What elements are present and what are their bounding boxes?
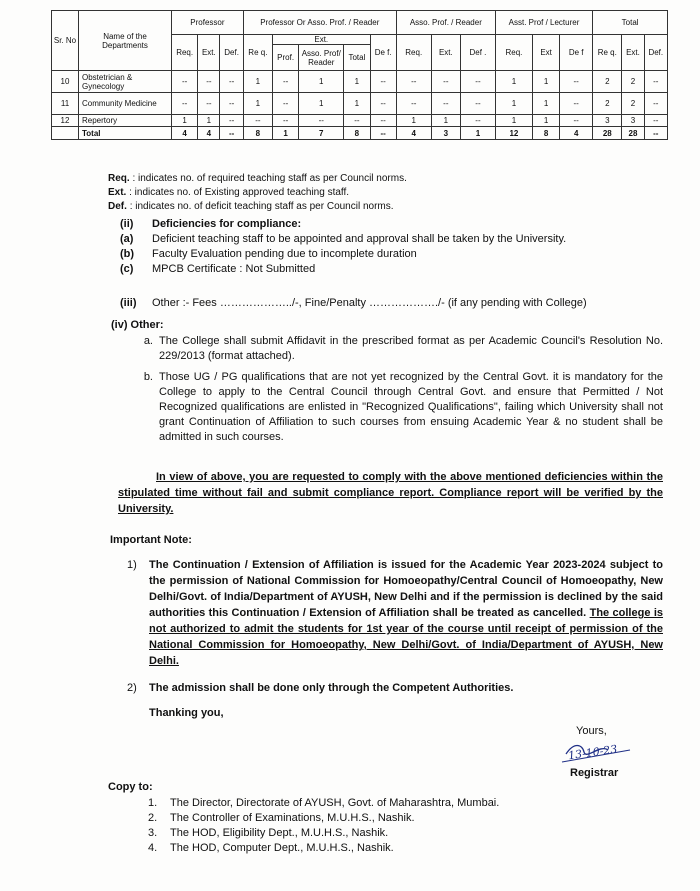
th-total: Total — [344, 45, 370, 71]
cell: -- — [431, 71, 460, 93]
table-row — [52, 71, 668, 93]
copy-to-heading: Copy to: — [108, 781, 153, 793]
closing-yours: Yours, — [576, 725, 607, 737]
cell: 4 — [396, 127, 431, 140]
th-ext: Ext. — [622, 35, 644, 71]
cell: -- — [370, 115, 396, 127]
cell: -- — [431, 93, 460, 115]
cell: 28 — [622, 127, 644, 140]
cell: 3 — [431, 127, 460, 140]
item-number: b. — [143, 371, 153, 383]
legend-line — [108, 200, 407, 214]
other-item — [127, 334, 663, 364]
item-number: 2. — [148, 812, 158, 824]
cell-sr: 12 — [52, 115, 79, 127]
table-row — [52, 93, 668, 115]
cell: -- — [198, 93, 220, 115]
section-number: (iii) — [120, 297, 137, 309]
signature-date: 13-10-23 — [567, 742, 619, 763]
cell: 7 — [299, 127, 344, 140]
item-text: The admission shall be done only through the Competent Authorities. — [149, 682, 514, 694]
cell: -- — [560, 93, 593, 115]
item-text: The Controller of Examinations, M.U.H.S., Nashik. — [170, 812, 415, 824]
cell: 1 — [243, 71, 272, 93]
cell: -- — [272, 115, 298, 127]
cell: 2 — [593, 71, 622, 93]
cell: -- — [243, 115, 272, 127]
copy-to-item — [148, 796, 499, 811]
cell: -- — [461, 93, 496, 115]
cell: -- — [272, 93, 298, 115]
cell: 1 — [495, 115, 532, 127]
cell: -- — [220, 115, 243, 127]
item-number: a. — [143, 335, 153, 347]
cell-name: Repertory — [79, 115, 172, 127]
cell: 1 — [495, 71, 532, 93]
cell: 2 — [622, 93, 644, 115]
table-legend — [108, 172, 407, 214]
registrar-label: Registrar — [570, 767, 619, 779]
copy-to-list — [148, 796, 499, 856]
th-ext: Ext. — [431, 35, 460, 71]
table-row — [52, 115, 668, 127]
item-text: The HOD, Eligibility Dept., M.U.H.S., Nashik. — [170, 827, 389, 839]
item-number: (a) — [120, 233, 134, 245]
cell: -- — [396, 93, 431, 115]
deficiencies-section — [120, 217, 620, 277]
cell: 4 — [198, 127, 220, 140]
cell: 12 — [495, 127, 532, 140]
cell: 1 — [243, 93, 272, 115]
cell: 2 — [593, 93, 622, 115]
item-text-underlined: The college is not authorized to admit the students for 1st year of the course until receipt of permission of the National Commission for Homoeopathy, New Delhi/Govt. of India/Department of AYUSH, New Delhi. — [149, 607, 664, 667]
cell: -- — [299, 115, 344, 127]
cell: 1 — [299, 71, 344, 93]
thanking-text: Thanking you, — [149, 707, 224, 719]
col-asso-reader: Asso. Prof. / Reader — [396, 11, 495, 35]
cell: -- — [461, 71, 496, 93]
important-note-item — [127, 681, 663, 696]
cell: 2 — [622, 71, 644, 93]
cell: 1 — [396, 115, 431, 127]
th-prof: Prof. — [272, 45, 298, 71]
item-number: 4. — [148, 842, 158, 854]
table-total-row — [52, 127, 668, 140]
col-asst-lecturer: Asst. Prof / Lecturer — [495, 11, 592, 35]
item-number: 1. — [148, 797, 158, 809]
cell: 1 — [533, 71, 560, 93]
cell-sr — [52, 127, 79, 140]
th-ext: Ext. — [198, 35, 220, 71]
th-def: Def. — [220, 35, 243, 71]
cell: 1 — [172, 115, 198, 127]
legend-key: Ext. — [108, 187, 127, 198]
cell: -- — [272, 71, 298, 93]
item-text: The HOD, Computer Dept., M.U.H.S., Nashik. — [170, 842, 394, 854]
cell: -- — [644, 93, 667, 115]
cell-sr: 11 — [52, 93, 79, 115]
cell: -- — [644, 115, 667, 127]
th-def: De f — [560, 35, 593, 71]
other-item — [127, 370, 663, 445]
item-text: The College shall submit Affidavit in the prescribed format as per Academic Council's Resolution No. 229/2013 (format attached). — [159, 335, 663, 362]
cell-name: Community Medicine — [79, 93, 172, 115]
cell: -- — [644, 71, 667, 93]
legend-text: : indicates no. of deficit teaching staff as per Council norms. — [129, 201, 394, 212]
th-def: Def . — [461, 35, 496, 71]
cell-name: Obstetrician & Gynecology — [79, 71, 172, 93]
cell: -- — [560, 71, 593, 93]
cell: 1 — [431, 115, 460, 127]
copy-to-item — [148, 811, 499, 826]
cell: 1 — [344, 71, 370, 93]
item-text: The Director, Directorate of AYUSH, Govt. of Maharashtra, Mumbai. — [170, 797, 500, 809]
cell: 8 — [344, 127, 370, 140]
legend-text: : indicates no. of Existing approved teaching staff. — [129, 187, 350, 198]
cell: -- — [461, 115, 496, 127]
other-heading: (iv) Other: — [111, 319, 164, 331]
copy-to-item — [148, 841, 499, 856]
legend-line — [108, 186, 407, 200]
cell: 3 — [593, 115, 622, 127]
col-sr: Sr. No — [52, 11, 79, 71]
fees-text: Other :- Fees ………………../-, Fine/Penalty ………………./- (if any pending with College) — [152, 297, 587, 309]
cell: -- — [560, 115, 593, 127]
item-text: Those UG / PG qualifications that are not yet recognized by the Central Govt. it is mandatory for the College to apply to the Central Council through Central Govt. and ensure that Permitted / Not Recognized qualifications are enlisted in "Recognized Qualifications", failing which University shall not grant Continuation of Affiliation to such courses from ensuing Academic Year & no student shall be admitted in such courses. — [159, 371, 663, 443]
th-ext: Ext — [533, 35, 560, 71]
item-text — [149, 557, 663, 669]
item-number: (b) — [120, 248, 135, 260]
cell: -- — [370, 71, 396, 93]
cell: 1 — [272, 127, 298, 140]
item-text: Faculty Evaluation pending due to incomplete duration — [152, 248, 417, 260]
item-text: MPCB Certificate : Not Submitted — [152, 263, 316, 275]
cell: 8 — [243, 127, 272, 140]
th-def: De f. — [370, 35, 396, 71]
col-total: Total — [593, 11, 668, 35]
cell: -- — [172, 71, 198, 93]
other-items — [127, 334, 663, 445]
cell: 1 — [533, 115, 560, 127]
th-req: Req. — [495, 35, 532, 71]
cell: 3 — [622, 115, 644, 127]
cell-sr: 10 — [52, 71, 79, 93]
th-req: Req. — [396, 35, 431, 71]
th-def: Def. — [644, 35, 667, 71]
cell: 1 — [533, 93, 560, 115]
important-note-item — [127, 557, 663, 669]
cell: -- — [198, 71, 220, 93]
section-number: (ii) — [120, 218, 134, 230]
deficiency-item — [120, 247, 620, 262]
col-prof-or-asso: Professor Or Asso. Prof. / Reader — [243, 11, 396, 35]
cell: 1 — [344, 93, 370, 115]
legend-text: : indicates no. of required teaching staff as per Council norms. — [132, 173, 407, 184]
legend-key: Def. — [108, 201, 127, 212]
cell: -- — [220, 71, 243, 93]
cell: -- — [172, 93, 198, 115]
cell: -- — [220, 93, 243, 115]
deficiency-item — [120, 232, 620, 247]
cell: -- — [220, 127, 243, 140]
legend-key: Req. — [108, 173, 130, 184]
cell: 28 — [593, 127, 622, 140]
item-text-main: The Continuation / Extension of Affiliation is issued for the Academic Year 2023-2024 subject to the permission of National Commission for Homoeopathy/Central Council of Homoeopathy, New Delhi/Govt. of India/Department of AYUSH, New Delhi and if the permission is declined by the said authorities this Continuation / Extension of Affiliation shall be treated as cancelled. — [149, 559, 663, 619]
compliance-note: In view of above, you are requested to comply with the above mentioned deficiencies within the stipulated time without fail and submit compliance report. Compliance report will be verified by the University. — [118, 471, 663, 515]
item-number: 2) — [127, 682, 137, 694]
cell: 1 — [461, 127, 496, 140]
th-req: Re q. — [243, 35, 272, 71]
item-number: (c) — [120, 263, 134, 275]
heading-text: Deficiencies for compliance: — [152, 218, 302, 230]
cell: -- — [396, 71, 431, 93]
item-text: Deficient teaching staff to be appointed and approval shall be taken by the University. — [152, 233, 567, 245]
cell: 1 — [495, 93, 532, 115]
col-professor: Professor — [172, 11, 244, 35]
cell: 4 — [172, 127, 198, 140]
item-number: 3. — [148, 827, 158, 839]
copy-to-item — [148, 826, 499, 841]
cell: -- — [370, 93, 396, 115]
deficiencies-heading — [120, 217, 620, 232]
th-req: Req. — [172, 35, 198, 71]
cell: 4 — [560, 127, 593, 140]
deficiency-item — [120, 262, 620, 277]
th-asso-prof-reader: Asso. Prof/ Reader — [299, 45, 344, 71]
other-fees-line — [120, 296, 620, 311]
important-note-heading: Important Note: — [110, 534, 192, 546]
cell: 1 — [198, 115, 220, 127]
cell: 8 — [533, 127, 560, 140]
cell: -- — [370, 127, 396, 140]
cell: -- — [344, 115, 370, 127]
cell: 1 — [299, 93, 344, 115]
th-req: Re q. — [593, 35, 622, 71]
item-number: 1) — [127, 559, 137, 571]
legend-line — [108, 172, 407, 186]
th-ext-group: Ext. — [272, 35, 370, 45]
cell-name: Total — [79, 127, 172, 140]
col-name: Name of the Departments — [79, 11, 172, 71]
staff-table — [51, 10, 668, 140]
cell: -- — [644, 127, 667, 140]
